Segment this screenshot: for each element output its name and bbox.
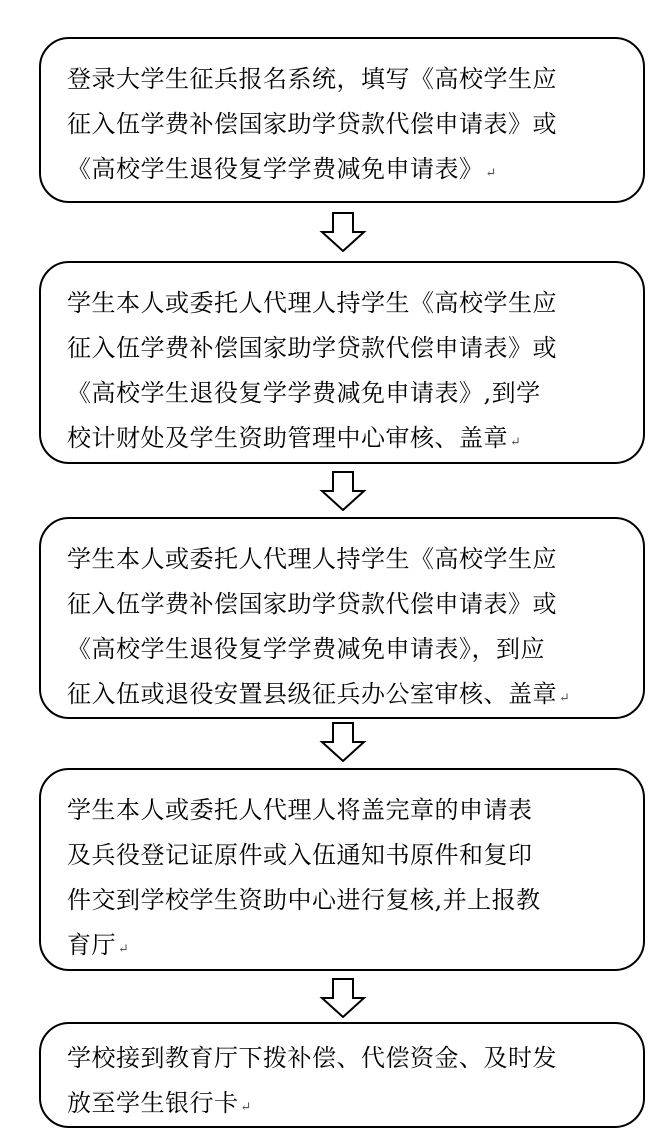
- flow-step-1-line-1: 登录大学生征兵报名系统，填写《高校学生应: [67, 65, 557, 93]
- paragraph-mark-icon: ↵: [240, 1100, 252, 1115]
- flow-step-3-text: [67, 537, 625, 721]
- flow-step-2-text: [67, 281, 625, 465]
- hollow-down-arrow-icon: [319, 722, 367, 762]
- flow-step-4-line-4: 育厅 ↵: [67, 931, 130, 959]
- flow-step-5-line-1: 学校接到教育厅下拨补偿、代偿资金、及时发: [67, 1044, 557, 1072]
- hollow-down-arrow-icon: [319, 978, 367, 1018]
- hollow-down-arrow-icon: [319, 471, 367, 511]
- flow-step-4: [39, 768, 645, 971]
- flow-step-4-text: [67, 788, 625, 972]
- flow-step-3-line-4: 征入伍或退役安置县级征兵办公室审核、盖章 ↵: [67, 680, 571, 708]
- flow-step-4-line-2: 及兵役登记证原件或入伍通知书原件和复印: [67, 841, 533, 869]
- flow-step-1: [39, 37, 645, 203]
- paragraph-mark-icon: ↵: [559, 691, 571, 706]
- flow-step-5: [39, 1022, 645, 1128]
- paragraph-mark-icon: ↵: [485, 166, 497, 181]
- flow-step-2-line-3: 《高校学生退役复学学费减免申请表》,到学: [67, 379, 541, 407]
- flow-step-2-line-1: 学生本人或委托人代理人持学生《高校学生应: [67, 289, 557, 317]
- paragraph-mark-icon: ↵: [510, 435, 522, 450]
- hollow-down-arrow-icon: [319, 212, 367, 252]
- flow-step-2-line-2: 征入伍学费补偿国家助学贷款代偿申请表》或: [67, 334, 557, 362]
- flow-step-3-line-3: 《高校学生退役复学学费减免申请表》，到应: [67, 635, 545, 663]
- flow-step-1-line-2: 征入伍学费补偿国家助学贷款代偿申请表》或: [67, 110, 557, 138]
- flow-step-2: [39, 261, 645, 464]
- flow-step-3: [39, 517, 645, 719]
- paragraph-mark-icon: ↵: [118, 942, 130, 957]
- flow-step-4-line-3: 件交到学校学生资助中心进行复核,并上报教: [67, 886, 541, 914]
- flow-step-3-line-2: 征入伍学费补偿国家助学贷款代偿申请表》或: [67, 590, 557, 618]
- flow-step-3-line-1: 学生本人或委托人代理人持学生《高校学生应: [67, 545, 557, 573]
- flow-step-4-line-1: 学生本人或委托人代理人将盖完章的申请表: [67, 796, 533, 824]
- flow-step-2-line-4: 校计财处及学生资助管理中心审核、盖章 ↵: [67, 424, 522, 452]
- flow-step-1-line-3: 《高校学生退役复学学费减免申请表》 ↵: [67, 155, 497, 183]
- flow-step-1-text: [67, 57, 625, 196]
- flow-step-5-text: [67, 1036, 625, 1130]
- flow-step-5-line-2: 放至学生银行卡 ↵: [67, 1089, 252, 1117]
